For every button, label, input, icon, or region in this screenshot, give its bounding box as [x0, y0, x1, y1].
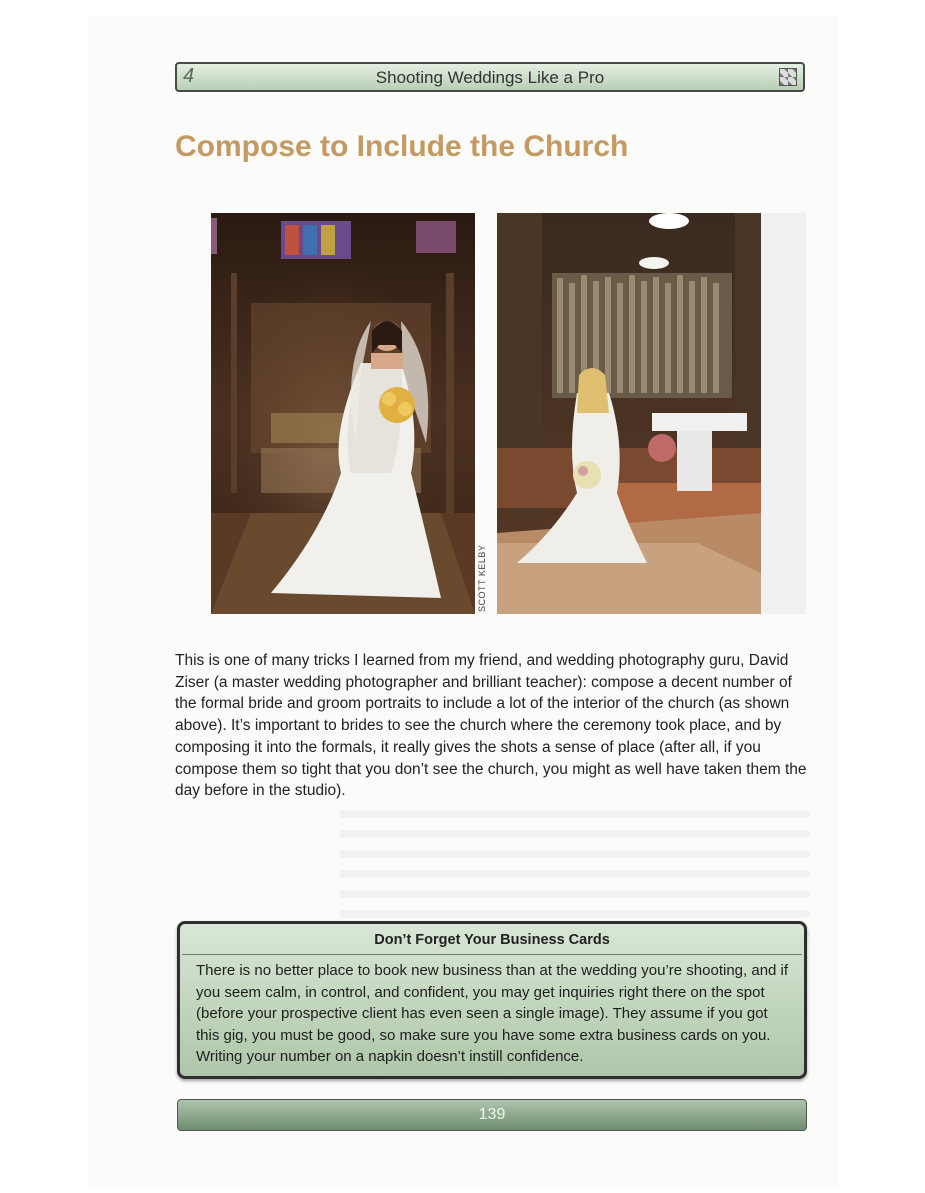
body-paragraph: This is one of many tricks I learned from my friend, and wedding photography guru, David Ziser (a master wedding photographer and brilliant teacher): compose a decent number of the formal bride and groom portraits to include a lot of the interior of the church (as shown above). It’s important to brides to see the church where the ceremony took place, and by composing it into the formals, it really gives the shots a sense of place (after all, if you compose them so tight that you don’t see the church, you might as well have taken them the day before in the studio). — [175, 652, 807, 800]
page-number: 139 — [478, 1106, 506, 1123]
tip-text: There is no better place to book new business than at the wedding you’re shooting, and if you seem calm, in control, and confident, you may get inquiries right there on the spot (before your prospective client has even seen a single image). They assume if you got this gig, you must be good, so make sure you have some extra business cards on you. Writing your number on a napkin doesn’t instill confidence. — [196, 962, 789, 1065]
photo-bride-altar — [211, 213, 475, 614]
footer-bar — [177, 1099, 807, 1131]
section-title: Compose to Include the Church — [175, 130, 629, 163]
bleed-through-photo — [761, 213, 806, 614]
chapter-number: 4 — [183, 65, 195, 87]
photo-credit-1: SCOTT KELBY — [477, 544, 487, 612]
photo-bride-organ — [497, 213, 761, 614]
tip-box — [177, 921, 807, 1079]
chapter-header-bar — [175, 62, 805, 92]
chapter-title: Shooting Weddings Like a Pro — [375, 68, 605, 87]
tip-heading: Don’t Forget Your Business Cards — [374, 932, 610, 948]
tip-divider — [182, 954, 802, 955]
grid-icon — [779, 68, 797, 86]
